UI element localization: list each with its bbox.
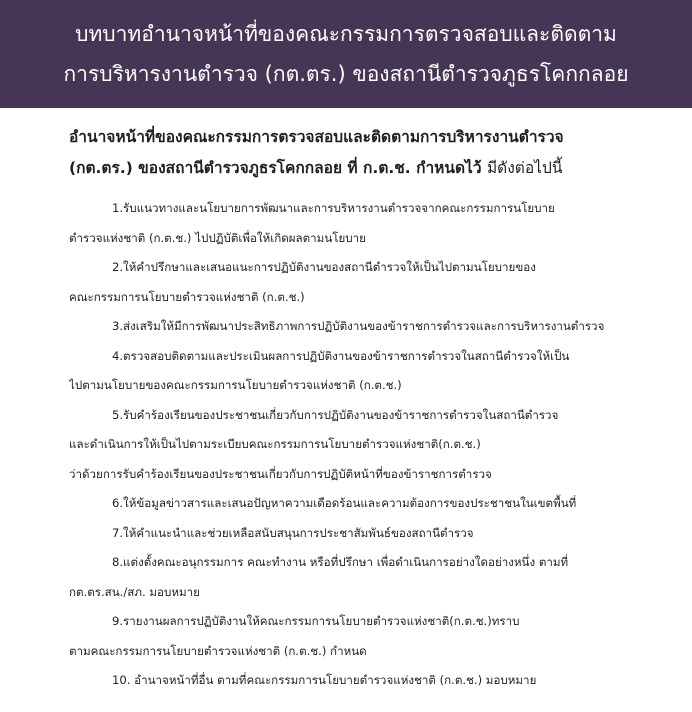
duty-item: [69, 194, 652, 253]
main-content: [0, 108, 692, 712]
duties-list: [69, 194, 652, 696]
duty-item-line: ไปตามนโยบายของคณะกรรมการนโยบายตำรวจแห่งชาติ (ก.ต.ช.): [69, 378, 402, 392]
duty-item-line: 3.ส่งเสริมให้มีการพัฒนาประสิทธิภาพการปฏิบัติงานของข้าราชการตำรวจและการบริหารงานตำรวจ: [112, 319, 605, 333]
duty-item-line: 9.รายงานผลการปฏิบัติงานให้คณะกรรมการนโยบายตำรวจแห่งชาติ(ก.ต.ช.)ทราบ: [112, 614, 520, 628]
duty-item: [69, 312, 652, 342]
duty-item-line: และดำเนินการให้เป็นไปตามระเบียบคณะกรรมการนโยบายตำรวจแห่งชาติ(ก.ต.ช.): [69, 437, 481, 451]
duty-item-line: 1.รับแนวทางและนโยบายการพัฒนาและการบริหารงานตำรวจจากคณะกรรมการนโยบาย: [112, 201, 555, 215]
header-title-line-1: บทบาทอำนาจหน้าที่ของคณะกรรมการตรวจสอบและติดตาม: [75, 22, 617, 46]
header-title-line-2: การบริหารงานตำรวจ (กต.ตร.) ของสถานีตำรวจภูธรโคกกลอย: [63, 62, 629, 86]
duty-item-line: 5.รับคำร้องเรียนของประชาชนเกี่ยวกับการปฏิบัติงานของข้าราชการตำรวจในสถานีตำรวจ: [112, 407, 559, 422]
duty-item-line: ว่าด้วยการรับคำร้องเรียนของประชาชนเกี่ยวกับการปฏิบัติหน้าที่ของข้าราชการตำรวจ: [69, 466, 492, 481]
duty-item-line: 2.ให้คำปรึกษาและเสนอแนะการปฏิบัติงานของสถานีตำรวจให้เป็นไปตามนโยบายของ: [112, 260, 536, 274]
intro-line-2: [69, 153, 652, 184]
duty-item-line: 10. อำนาจหน้าที่อื่น ตามที่คณะกรรมการนโยบายตำรวจแห่งชาติ (ก.ต.ช.) มอบหมาย: [112, 673, 537, 687]
duty-item: [69, 548, 652, 607]
intro-line-1: อำนาจหน้าที่ของคณะกรรมการตรวจสอบและติดตามการบริหารงานตำรวจ: [69, 128, 564, 146]
intro-line-2-normal: มีดังต่อไปนี้: [486, 159, 563, 177]
duty-item: [69, 342, 652, 401]
intro-heading: [69, 122, 652, 184]
duty-item-line: 7.ให้คำแนะนำและช่วยเหลือสนับสนุนการประชาสัมพันธ์ของสถานีตำรวจ: [112, 525, 474, 540]
duty-item-line: ตามคณะกรรมการนโยบายตำรวจแห่งชาติ (ก.ต.ช.) กำหนด: [69, 643, 367, 658]
duty-item-line: 4.ตรวจสอบติดตามและประเมินผลการปฏิบัติงานของข้าราชการตำรวจในสถานีตำรวจให้เป็น: [112, 348, 570, 363]
duty-item: [69, 489, 652, 519]
intro-line-2-bold: (กต.ตร.) ของสถานีตำรวจภูธรโคกกลอย ที่ ก.ต.ช. กำหนดไว้: [69, 159, 487, 177]
duty-item: [69, 666, 652, 696]
duty-item-line: 8.แต่งตั้งคณะอนุกรรมการ คณะทำงาน หรือที่ปรึกษา เพื่อดำเนินการอย่างใดอย่างหนึ่ง ตามที่: [112, 555, 569, 569]
duty-item: [69, 401, 652, 490]
duty-item-line: ตำรวจแห่งชาติ (ก.ต.ช.) ไปปฏิบัติเพื่อให้เกิดผลตามนโยบาย: [69, 230, 366, 245]
duty-item: [69, 607, 652, 666]
duty-item-line: 6.ให้ข้อมูลข่าวสารและเสนอปัญหาความเดือดร้อนและความต้องการของประชาชนในเขตพื้นที่: [112, 496, 577, 510]
duty-item-line: กต.ตร.สน./สภ. มอบหมาย: [69, 584, 200, 599]
page-header: [0, 0, 692, 108]
duty-item: [69, 253, 652, 312]
duty-item-line: คณะกรรมการนโยบายตำรวจแห่งชาติ (ก.ต.ช.): [69, 289, 305, 304]
duty-item: [69, 519, 652, 549]
